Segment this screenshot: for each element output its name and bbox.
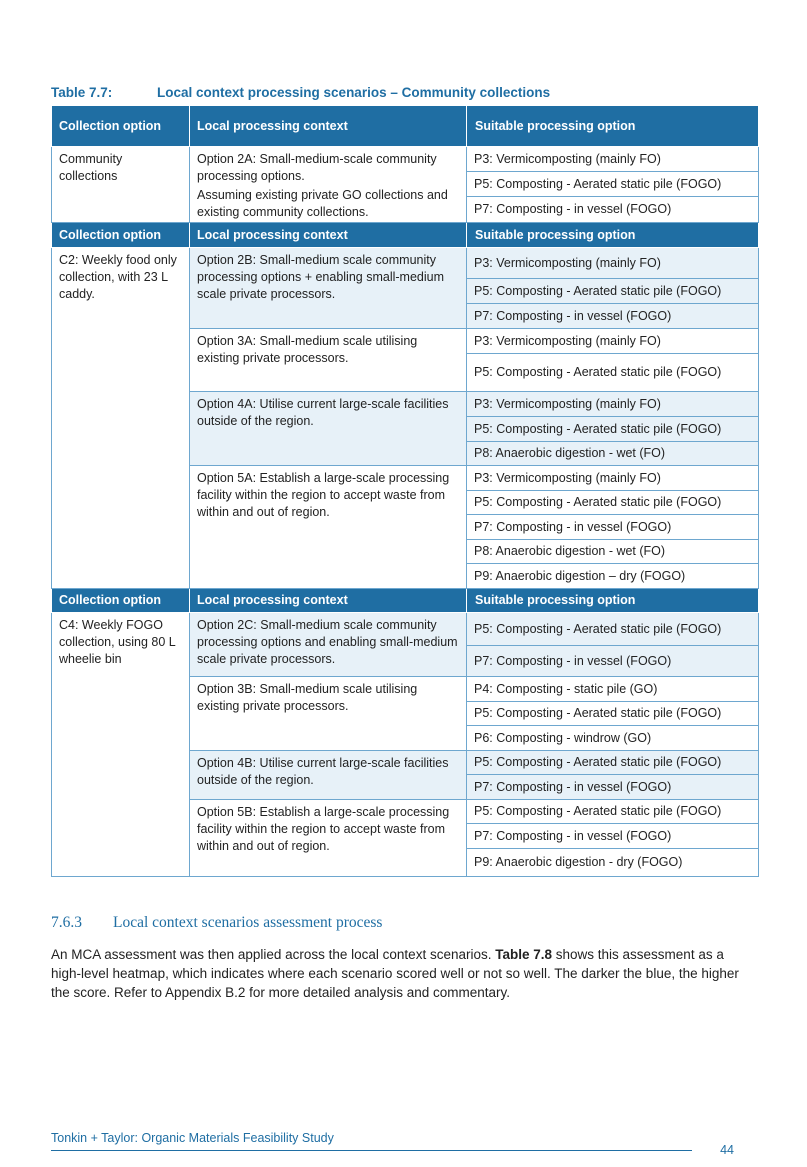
table-row <box>52 248 759 279</box>
header-suitable-processing-option: Suitable processing option <box>467 589 759 613</box>
header-local-processing-context: Local processing context <box>190 223 467 248</box>
processing-option-cell: P8: Anaerobic digestion - wet (FO) <box>467 540 759 564</box>
processing-option-cell: P9: Anaerobic digestion – dry (FOGO) <box>467 564 759 589</box>
processing-context-cell <box>190 147 467 223</box>
section-heading <box>51 913 751 933</box>
processing-option-cell: P7: Composting - in vessel (FOGO) <box>467 824 759 849</box>
processing-option-cell: P5: Composting - Aerated static pile (FOGO) <box>467 491 759 515</box>
section-number: 7.6.3 <box>51 914 82 931</box>
processing-option-cell: P3: Vermicomposting (mainly FO) <box>467 392 759 417</box>
processing-option-cell: P5: Composting - Aerated static pile (FOGO) <box>467 751 759 775</box>
processing-option-cell: P7: Composting - in vessel (FOGO) <box>467 646 759 677</box>
table-header-row <box>52 223 759 248</box>
header-suitable-processing-option: Suitable processing option <box>467 223 759 248</box>
context-text: Option 2A: Small-medium-scale community processing options. <box>197 152 437 183</box>
body-paragraph <box>51 945 757 1002</box>
section-title: Local context scenarios assessment process <box>113 914 383 931</box>
processing-context-cell: Option 4B: Utilise current large-scale facilities outside of the region. <box>190 751 467 800</box>
header-suitable-processing-option: Suitable processing option <box>467 106 759 147</box>
processing-option-cell: P3: Vermicomposting (mainly FO) <box>467 466 759 491</box>
header-collection-option: Collection option <box>52 589 190 613</box>
processing-option-cell: P5: Composting - Aerated static pile (FOGO) <box>467 613 759 646</box>
table-caption <box>51 84 771 102</box>
processing-option-cell: P7: Composting - in vessel (FOGO) <box>467 197 759 223</box>
context-note: Assuming existing private GO collections and existing community collections. <box>197 188 448 219</box>
table-row <box>52 147 759 172</box>
table-row <box>52 613 759 646</box>
collection-option-cell: C2: Weekly food only collection, with 23 L caddy. <box>52 248 190 589</box>
processing-option-cell: P3: Vermicomposting (mainly FO) <box>467 147 759 172</box>
processing-context-cell: Option 2C: Small-medium scale community processing options and enabling small-medium scale private processors. <box>190 613 467 677</box>
processing-option-cell: P6: Composting - windrow (GO) <box>467 726 759 751</box>
paragraph-text: An MCA assessment was then applied across the local context scenarios. <box>51 947 496 962</box>
table-header-row <box>52 106 759 147</box>
processing-option-cell: P5: Composting - Aerated static pile (FOGO) <box>467 354 759 392</box>
table-reference: Table 7.8 <box>495 947 553 962</box>
collection-option-cell: Community collections <box>52 147 190 223</box>
table-number: Table 7.7: <box>51 85 113 100</box>
processing-option-cell: P5: Composting - Aerated static pile (FOGO) <box>467 702 759 726</box>
footer-document-title: Tonkin + Taylor: Organic Materials Feasibility Study <box>51 1131 334 1145</box>
processing-scenarios-table <box>51 105 759 877</box>
processing-context-cell: Option 5B: Establish a large-scale processing facility within the region to accept waste from within and out of region. <box>190 800 467 877</box>
page-number: 44 <box>720 1143 734 1157</box>
processing-option-cell: P4: Composting - static pile (GO) <box>467 677 759 702</box>
processing-option-cell: P5: Composting - Aerated static pile (FOGO) <box>467 172 759 197</box>
footer-rule <box>51 1150 692 1151</box>
collection-option-cell: C4: Weekly FOGO collection, using 80 L wheelie bin <box>52 613 190 877</box>
processing-context-cell: Option 4A: Utilise current large-scale facilities outside of the region. <box>190 392 467 466</box>
processing-option-cell: P3: Vermicomposting (mainly FO) <box>467 248 759 279</box>
processing-option-cell: P3: Vermicomposting (mainly FO) <box>467 329 759 354</box>
processing-option-cell: P8: Anaerobic digestion - wet (FO) <box>467 442 759 466</box>
processing-option-cell: P5: Composting - Aerated static pile (FOGO) <box>467 417 759 442</box>
processing-option-cell: P7: Composting - in vessel (FOGO) <box>467 515 759 540</box>
header-local-processing-context: Local processing context <box>190 106 467 147</box>
processing-context-cell: Option 3A: Small-medium scale utilising existing private processors. <box>190 329 467 392</box>
header-collection-option: Collection option <box>52 223 190 248</box>
processing-context-cell: Option 3B: Small-medium scale utilising existing private processors. <box>190 677 467 751</box>
processing-option-cell: P5: Composting - Aerated static pile (FOGO) <box>467 279 759 304</box>
processing-option-cell: P7: Composting - in vessel (FOGO) <box>467 775 759 800</box>
table-title: Local context processing scenarios – Community collections <box>157 85 551 100</box>
processing-option-cell: P9: Anaerobic digestion - dry (FOGO) <box>467 849 759 877</box>
paragraph-text: shows this assessment as a high-level heatmap, which indicates where each scenario scored well or not so well. The darker the blue, the higher the score. Refer to Appendix B.2 for more detailed analysis and commentary. <box>51 947 739 1000</box>
header-local-processing-context: Local processing context <box>190 589 467 613</box>
table-header-row <box>52 589 759 613</box>
processing-context-cell: Option 2B: Small-medium scale community processing options + enabling small-medium scale private processors. <box>190 248 467 329</box>
processing-option-cell: P7: Composting - in vessel (FOGO) <box>467 304 759 329</box>
processing-option-cell: P5: Composting - Aerated static pile (FOGO) <box>467 800 759 824</box>
header-collection-option: Collection option <box>52 106 190 147</box>
processing-context-cell: Option 5A: Establish a large-scale processing facility within the region to accept waste from within and out of region. <box>190 466 467 589</box>
